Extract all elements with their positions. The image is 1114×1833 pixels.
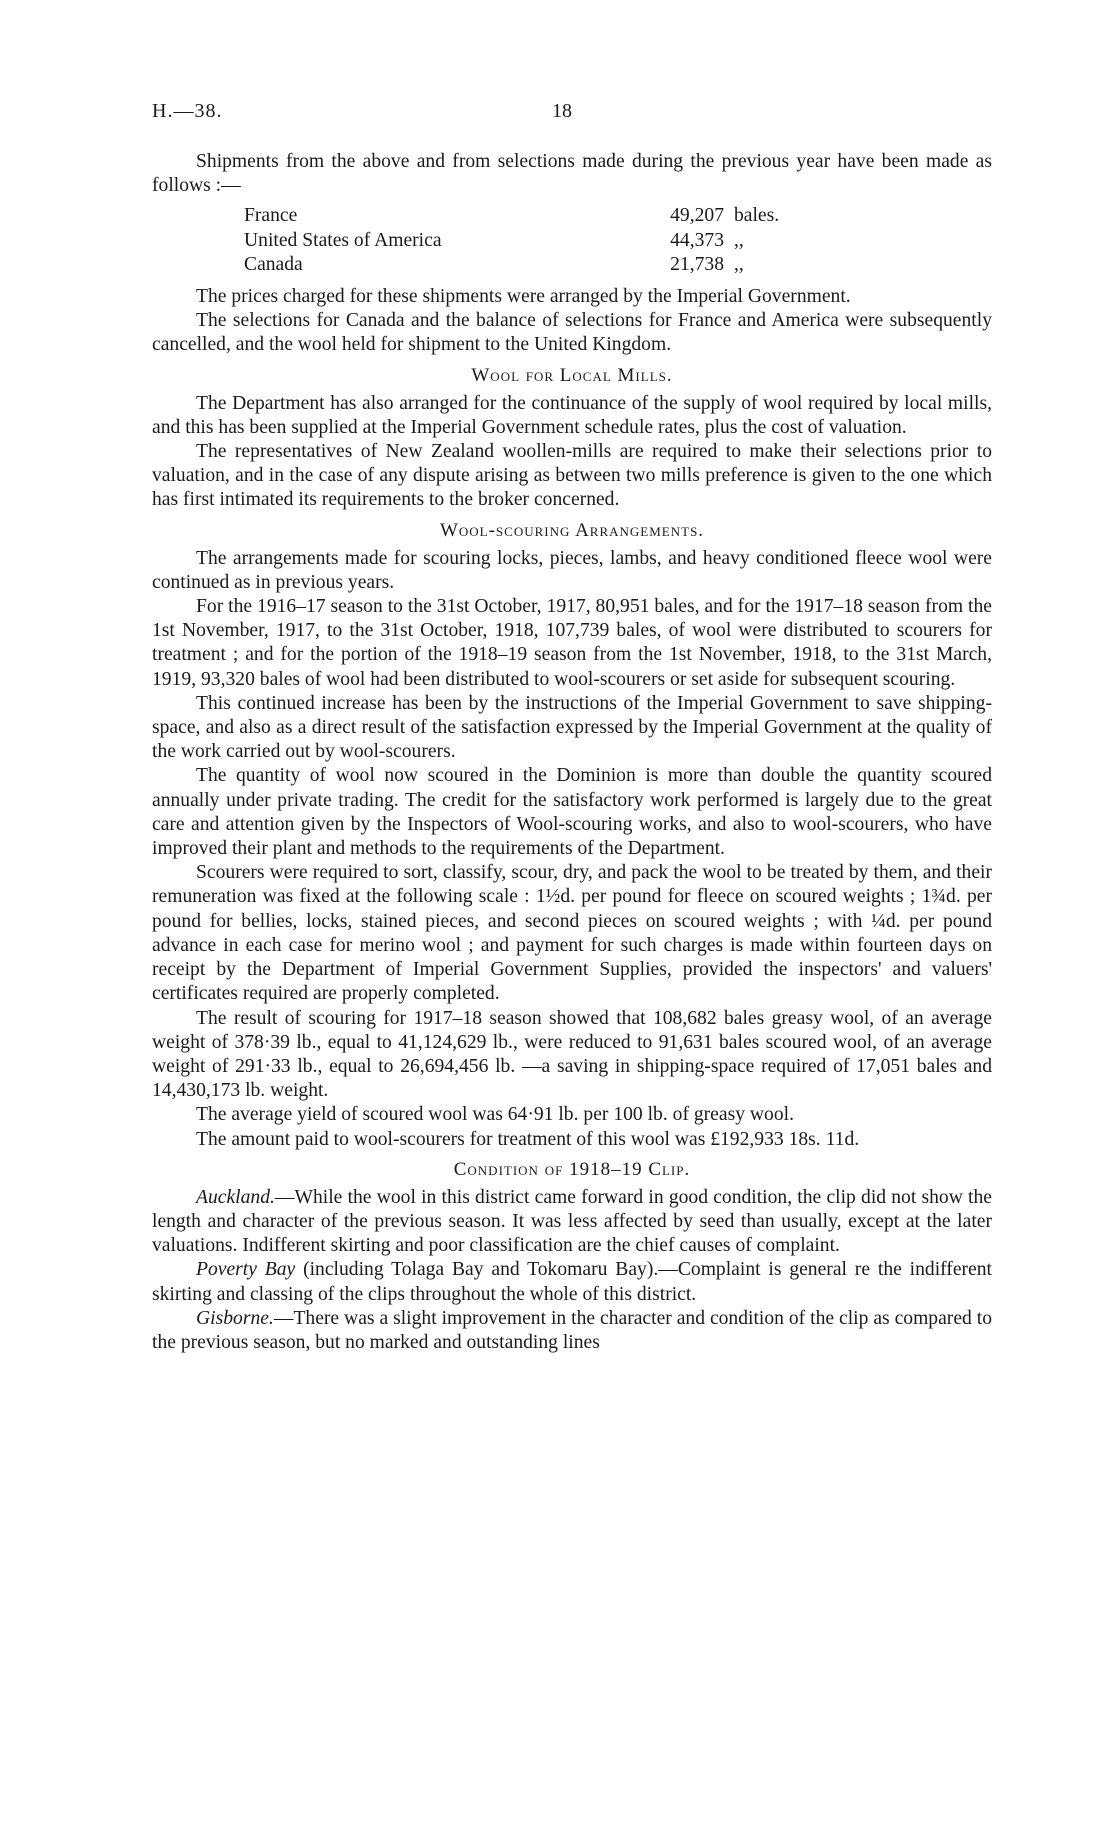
paragraph: The Department has also arranged for the continuance of the supply of wool required by local mills, and this has been supplied at the Imperial Government schedule rates, plus the cost of valuation. xyxy=(152,392,992,438)
shipment-unit: ,, xyxy=(734,253,744,275)
district-text: —There was a slight improvement in the character and condition of the clip as compared to the previous season, but no marked and outstanding lines xyxy=(152,1307,992,1353)
paragraph: The arrangements made for scouring locks, pieces, lambs, and heavy conditioned fleece wool were continued as in previous years. xyxy=(152,547,992,593)
shipment-row xyxy=(244,204,904,228)
document-reference: H.—38. xyxy=(152,100,223,122)
district-name: Gisborne. xyxy=(196,1307,274,1329)
section-heading: Wool for Local Mills. xyxy=(471,364,673,386)
district-text: —While the wool in this district came forward in good condition, the clip did not show the length and character of the previous season. It was less affected by seed than usually, except at the later valuations. Indifferent skirting and poor classification are the chief causes of complaint. xyxy=(152,1186,992,1257)
district-paragraph xyxy=(152,1258,992,1306)
shipment-country: France xyxy=(244,205,298,227)
district-paragraph xyxy=(152,1186,992,1259)
district-paragraph xyxy=(152,1307,992,1355)
shipments-table xyxy=(244,204,904,277)
shipment-bales: 49,207 xyxy=(670,205,724,227)
shipment-row xyxy=(244,253,904,277)
paragraph: Scourers were required to sort, classify, scour, dry, and pack the wool to be treated by them, and their remuneration was fixed at the following scale : 1½d. per pound for fleece on scoured weights ; 1¾d. per pound for bellies, locks, stained pieces, and second pieces on scoured weights ; with ¼d. per pound advance in each case for merino wool ; and payment for such charges is made within fourteen days on receipt by the Department of Imperial Government Supplies, provided the inspectors' and valuers' certificates required are properly completed. xyxy=(152,862,992,1005)
paragraph: The quantity of wool now scoured in the Dominion is more than double the quantity scoured annually under private trading. The credit for the satisfactory work performed is largely due to the great care and attention given by the Inspectors of Wool-scouring works, and also to wool-scourers, who have improved their plant and methods to the requirements of the Department. xyxy=(152,765,992,860)
shipment-unit: bales. xyxy=(734,205,780,227)
section-heading: Wool-scouring Arrangements. xyxy=(439,519,705,541)
paragraph: The result of scouring for 1917–18 season showed that 108,682 bales greasy wool, of an average weight of 378·39 lb., equal to 41,124,629 lb., were reduced to 91,631 bales scoured wool, of an average weight of 291·33 lb., equal to 26,694,456 lb. —a saving in shipping-space required of 17,051 bales and 14,430,173 lb. weight. xyxy=(152,1007,992,1102)
shipment-country: Canada xyxy=(244,253,303,275)
paragraph: The selections for Canada and the balance of selections for France and America were subsequently cancelled, and the wool held for shipment to the United Kingdom. xyxy=(152,310,992,356)
shipment-bales: 44,373 xyxy=(670,229,724,251)
paragraph: The prices charged for these shipments were arranged by the Imperial Government. xyxy=(196,286,851,308)
intro-paragraph: Shipments from the above and from selections made during the previous year have been made as follows :— xyxy=(152,151,992,197)
paragraph: This continued increase has been by the instructions of the Imperial Government to save shipping-space, and also as a direct result of the satisfaction expressed by the Imperial Government at the quality of the work carried out by wool-scourers. xyxy=(152,692,992,763)
body-text xyxy=(152,150,992,1355)
shipment-country: United States of America xyxy=(244,229,442,251)
district-text: (including Tolaga Bay and Tokomaru Bay).—Complaint is general re the indifferent skirting and classing of the clips throughout the whole of this district. xyxy=(152,1259,992,1305)
shipment-unit: ,, xyxy=(734,229,744,251)
page-number: 18 xyxy=(552,100,572,122)
district-name: Poverty Bay xyxy=(196,1259,296,1281)
shipment-row xyxy=(244,229,904,253)
page-header xyxy=(152,100,992,132)
shipment-bales: 21,738 xyxy=(670,253,724,275)
paragraph: For the 1916–17 season to the 31st October, 1917, 80,951 bales, and for the 1917–18 season from the 1st November, 1917, to the 31st October, 1918, 107,739 bales, of wool were distributed to scourers for treatment ; and for the portion of the 1918–19 season from the 1st November, 1918, to the 31st March, 1919, 93,320 bales of wool had been distributed to wool-scourers or set aside for subsequent scouring. xyxy=(152,596,992,690)
paragraph: The representatives of New Zealand woollen-mills are required to make their selections prior to valuation, and in the case of any dispute arising as between two mills preference is given to the one which has first intimated its requirements to the broker concerned. xyxy=(152,441,992,511)
district-name: Auckland. xyxy=(196,1186,275,1208)
section-heading: Condition of 1918–19 Clip. xyxy=(453,1158,691,1180)
paragraph: The average yield of scoured wool was 64·91 lb. per 100 lb. of greasy wool. xyxy=(196,1104,794,1126)
paragraph: The amount paid to wool-scourers for treatment of this wool was £192,933 18s. 11d. xyxy=(196,1128,860,1150)
